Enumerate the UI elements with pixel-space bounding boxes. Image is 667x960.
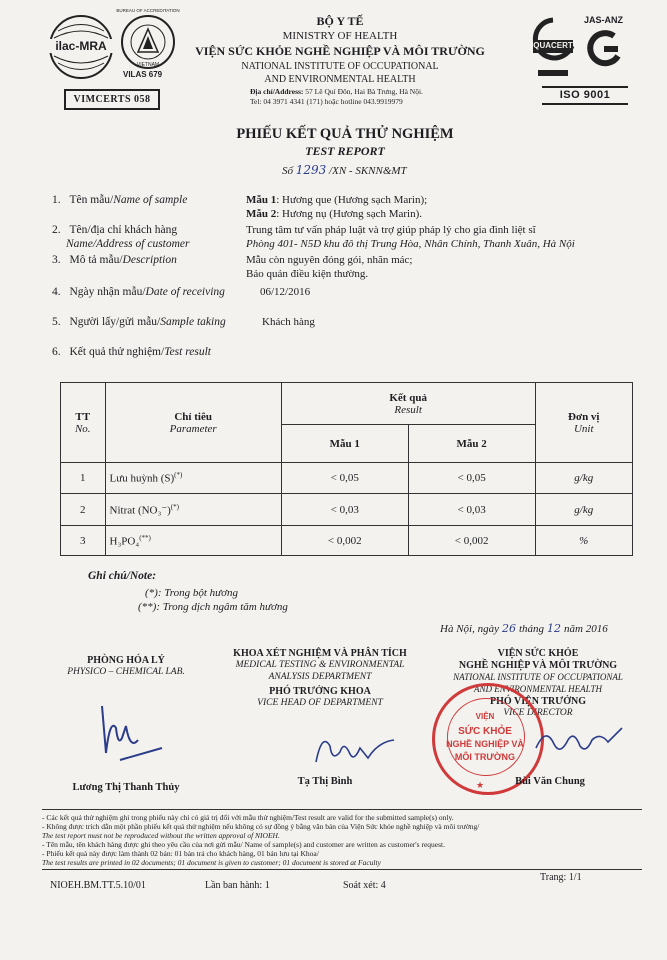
mid-role-vn: PHÓ TRƯỞNG KHOA — [269, 686, 371, 697]
jas-anz-logo — [584, 28, 624, 68]
row-2-param — [105, 494, 281, 526]
revision-number: Soát xét: 4 — [343, 880, 386, 891]
official-stamp-inner — [447, 698, 525, 776]
field-6-label-vn: Kết quả thử nghiệm/ — [69, 346, 165, 358]
row-1-unit: g/kg — [535, 463, 632, 494]
stamp-text-1: VIỆN — [475, 712, 495, 721]
right-signer-name: Bùi Văn Chung — [515, 776, 585, 787]
boa-country: VIETNAM — [136, 62, 160, 68]
right-signature — [530, 718, 626, 766]
row-1-tt: 1 — [61, 463, 106, 494]
note-2: (**): Trong dịch ngâm tăm hương — [138, 601, 288, 613]
field-4-label-vn: Ngày nhận mẫu/ — [69, 286, 146, 298]
right-title-vn-2: NGHỀ NGHIỆP VÀ MÔI TRƯỜNG — [458, 660, 618, 671]
table-row — [61, 526, 633, 556]
field-5-label-vn: Người lấy/gửi mẫu/ — [69, 316, 161, 328]
date-prefix: Hà Nội, ngày — [440, 623, 499, 635]
footer-disclaimer — [42, 809, 642, 870]
tel-line: Tel: 04 3971 4341 (171) hoặc hotline 043.9919979 — [250, 97, 403, 106]
date-month: 12 — [547, 622, 562, 635]
footer-line: The test report must not be reproduced without the written approval of NIOEH. — [42, 831, 280, 840]
field-1-line-2 — [246, 208, 422, 220]
param-vn-label: Chỉ tiêu — [174, 410, 212, 423]
mid-signer-name: Tạ Thị Bình — [297, 776, 353, 787]
row-1-param — [105, 463, 281, 494]
field-1-label-vn: Tên mẫu/ — [69, 194, 114, 206]
field-5-num: 5. — [52, 316, 61, 328]
field-3-line-2: Bảo quản điều kiện thường. — [246, 268, 369, 280]
jas-anz-label: JAS-ANZ — [584, 15, 624, 25]
stamp-text-3: NGHỀ NGHIỆP VÀ — [446, 739, 524, 749]
iso-badge: ISO 9001 — [542, 86, 628, 105]
number-prefix: Số — [282, 165, 293, 177]
table-row — [61, 494, 633, 526]
result-vn-label: Kết quả — [389, 391, 427, 404]
left-title-vn: PHÒNG HÓA LÝ — [87, 655, 165, 666]
right-title-en-1: NATIONAL INSTITUTE OF OCCUPATIONAL — [453, 672, 623, 682]
table-row — [61, 463, 633, 494]
field-2-label-vn: Tên/địa chỉ khách hàng — [69, 224, 178, 236]
stamp-text-4: MÔI TRƯỜNG — [454, 752, 516, 762]
field-5-value: Khách hàng — [262, 316, 315, 328]
footer-line: - Các kết quả thử nghiệm ghi trong phiếu này chỉ có giá trị đối với mẫu thử nghiệm/Test result are valid for the submitted sample(s) only. — [42, 813, 454, 822]
unit-vn-label: Đơn vị — [568, 410, 600, 423]
field-5-label-en: Sample taking — [160, 316, 226, 328]
param-en-label: Parameter — [169, 422, 217, 435]
field-4-label — [52, 286, 225, 298]
field-1-line-1 — [246, 194, 427, 206]
left-title-en: PHYSICO – CHEMICAL LAB. — [67, 667, 185, 677]
report-title-en: TEST REPORT — [305, 144, 385, 158]
number-suffix: /XN - SKNN&MT — [329, 165, 407, 177]
quacert-logo — [530, 16, 576, 78]
date-day: 26 — [501, 622, 516, 635]
mid-title-en-1: MEDICAL TESTING & ENVIRONMENTAL — [235, 660, 405, 670]
stamp-star-icon: ★ — [476, 780, 485, 790]
result-en-label: Result — [394, 403, 422, 416]
address-line — [250, 87, 423, 96]
footer-line: - Tên mẫu, tên khách hàng được ghi theo yêu cầu của nơi gửi mẫu/ Name of sample(s) and customer are written as customer's request. — [42, 840, 445, 849]
col-tt-header — [61, 383, 106, 463]
date-year: năm 2016 — [564, 623, 608, 635]
row-1-m2: < 0,05 — [408, 463, 535, 494]
institute-en-1: NATIONAL INSTITUTE OF OCCUPATIONAL — [241, 61, 439, 72]
table-header-row — [61, 383, 633, 425]
mid-title-vn: KHOA XÉT NGHIỆM VÀ PHÂN TÍCH — [233, 648, 407, 659]
field-3-line-1: Mẫu còn nguyên đóng gói, nhãn mác; — [246, 254, 413, 266]
results-table — [60, 382, 633, 556]
field-3-label — [52, 254, 177, 266]
right-role-vn: PHÓ VIỆN TRƯỞNG — [490, 696, 586, 707]
footer-line: - Không được trích dẫn một phần phiếu kết quả thử nghiệm nếu không có sự đồng ý bằng văn bản của Viện Sức khỏe nghề nghiệp và môi trường/ — [42, 822, 480, 831]
field-2-num: 2. — [52, 224, 61, 236]
sample-2-label: Mẫu 2 — [246, 208, 277, 220]
field-2-label — [52, 224, 177, 236]
row-1-m1: < 0,05 — [281, 463, 408, 494]
sample-1-label: Mẫu 1 — [246, 194, 277, 206]
row-3-m1: < 0,002 — [281, 526, 408, 556]
unit-en-label: Unit — [573, 422, 594, 435]
sample-1-value: : Hương que (Hương sạch Marin); — [276, 194, 428, 206]
field-5-label — [52, 316, 226, 328]
row-3-m2: < 0,002 — [408, 526, 535, 556]
left-signer-name: Lương Thị Thanh Thủy — [72, 782, 180, 793]
field-3-num: 3. — [52, 254, 61, 266]
row-2-m1: < 0,03 — [281, 494, 408, 526]
address-value: 57 Lê Quí Đôn, Hai Bà Trưng, Hà Nội. — [305, 87, 423, 96]
field-6-label-en: Test result — [164, 346, 211, 358]
field-6-num: 6. — [52, 346, 61, 358]
row-1-param-text: Lưu huỳnh (S) — [109, 472, 175, 485]
row-3-tt: 3 — [61, 526, 106, 556]
field-3-label-vn: Mô tả mẫu/ — [69, 254, 123, 266]
note-1: (*): Trong bột hương — [145, 587, 239, 599]
field-4-num: 4. — [52, 286, 61, 298]
row-3-param-text: H₃PO₄ — [109, 535, 140, 548]
col-m2-header: Mẫu 2 — [408, 425, 535, 463]
institute-vn: VIỆN SỨC KHỎE NGHỀ NGHIỆP VÀ MÔI TRƯỜNG — [195, 44, 485, 58]
boa-ring-text: BUREAU OF ACCREDITATION — [116, 8, 180, 13]
footer-line: The test results are printed in 02 documents; 01 document is given to customer; 01 document is stored at Faculty — [42, 858, 642, 870]
field-2-label-en: Name/Address of customer — [66, 238, 190, 250]
vimcerts-badge: VIMCERTS 058 — [64, 89, 160, 110]
mid-title-en-2: ANALYSIS DEPARTMENT — [268, 672, 372, 682]
row-2-param-text: Nitrat (NO₃⁻) — [109, 504, 171, 517]
col-param-header — [105, 383, 281, 463]
date-month-label: tháng — [518, 623, 545, 635]
col-unit-header — [535, 383, 632, 463]
ministry-en: MINISTRY OF HEALTH — [282, 30, 398, 42]
row-2-unit: g/kg — [535, 494, 632, 526]
notes-title: Ghi chú/Note: — [88, 570, 157, 582]
field-1-label-en: Name of sample — [113, 194, 188, 206]
issue-number: Lần ban hành: 1 — [205, 880, 270, 891]
row-2-sup: (*) — [170, 502, 179, 511]
page-number: Trang: 1/1 — [540, 872, 582, 883]
no-label: No. — [74, 422, 91, 435]
quacert-text: QUACERT — [533, 41, 573, 50]
stamp-text-2: SỨC KHỎE — [458, 726, 512, 737]
ministry-vn: BỘ Y TẾ — [316, 14, 364, 28]
ilac-text: ilac-MRA — [48, 39, 114, 53]
mid-signature — [308, 722, 398, 774]
row-2-tt: 2 — [61, 494, 106, 526]
field-6-label — [52, 346, 211, 358]
field-2-line-1: Trung tâm tư vấn pháp luật và trợ giúp pháp lý cho gia đình liệt sĩ — [246, 224, 536, 236]
doc-code: NIOEH.BM.TT.5.10/01 — [50, 880, 146, 891]
institute-en-2: AND ENVIRONMENTAL HEALTH — [264, 74, 416, 85]
field-4-label-en: Date of receiving — [145, 286, 225, 298]
right-role-en: VICE DIRECTOR — [503, 708, 573, 718]
col-m1-header: Mẫu 1 — [281, 425, 408, 463]
vilas-label: VILAS 679 — [123, 70, 163, 79]
number-handwritten: 1293 — [295, 163, 327, 177]
row-3-unit: % — [535, 526, 632, 556]
right-title-en-2: AND ENVIRONMENTAL HEALTH — [474, 684, 602, 694]
report-number — [282, 163, 407, 177]
address-label: Địa chỉ/Address: — [250, 87, 304, 96]
row-1-sup: (*) — [174, 471, 183, 480]
right-title-vn-1: VIỆN SỨC KHỎE — [497, 648, 579, 659]
row-3-sup: (**) — [139, 533, 151, 542]
row-3-param — [105, 526, 281, 556]
row-2-m2: < 0,03 — [408, 494, 535, 526]
col-result-header — [281, 383, 535, 425]
mid-role-en: VICE HEAD OF DEPARTMENT — [257, 698, 383, 708]
field-4-value: 06/12/2016 — [260, 286, 311, 298]
ilac-mra-logo — [48, 14, 114, 80]
report-date — [440, 622, 608, 635]
field-2-line-2: Phòng 401- N5D khu đô thị Trung Hòa, Nhân Chính, Thanh Xuân, Hà Nội — [246, 238, 575, 250]
field-1-num: 1. — [52, 194, 61, 206]
footer-line: - Phiếu kết quả này được làm thành 02 bản: 01 bản trả cho khách hàng, 01 bản lưu tại Khoa/ — [42, 849, 319, 858]
field-3-label-en: Description — [122, 254, 177, 266]
field-1-label — [52, 194, 187, 206]
sample-2-value: : Hương nụ (Hương sạch Marin). — [276, 208, 423, 220]
report-title-vn: PHIẾU KẾT QUẢ THỬ NGHIỆM — [236, 126, 454, 142]
left-signature — [92, 698, 172, 773]
tt-label: TT — [75, 410, 91, 423]
